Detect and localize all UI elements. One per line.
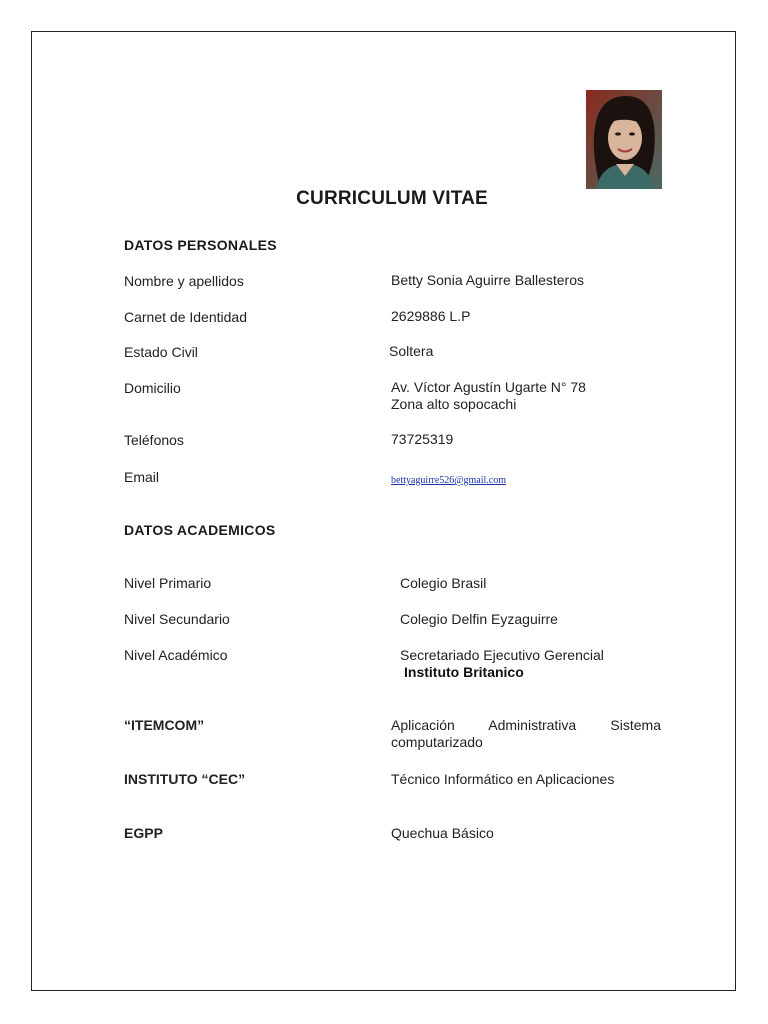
value-egpp: Quechua Básico xyxy=(391,825,494,841)
value-nivel-primario: Colegio Brasil xyxy=(400,575,487,591)
label-itemcom: “ITEMCOM” xyxy=(124,717,205,733)
value-nivel-secundario: Colegio Delfin Eyzaguirre xyxy=(400,611,558,627)
label-domicilio: Domicilio xyxy=(124,380,181,396)
value-cec: Técnico Informático en Aplicaciones xyxy=(391,771,615,787)
label-nombre: Nombre y apellidos xyxy=(124,273,244,289)
value-nombre: Betty Sonia Aguirre Ballesteros xyxy=(391,272,584,288)
value-nivel-academico xyxy=(400,647,604,681)
value-domicilio xyxy=(391,379,586,413)
section-heading-personal: DATOS PERSONALES xyxy=(124,237,277,253)
label-estado-civil: Estado Civil xyxy=(124,344,198,360)
label-nivel-secundario: Nivel Secundario xyxy=(124,611,230,627)
value-estado-civil: Soltera xyxy=(389,343,434,359)
value-domicilio-line2: Zona alto sopocachi xyxy=(391,396,517,412)
label-cec: INSTITUTO “CEC” xyxy=(124,771,246,787)
value-nivel-academico-line2: Instituto Britanico xyxy=(404,664,524,680)
document-title: CURRICULUM VITAE xyxy=(296,188,488,209)
label-telefonos: Teléfonos xyxy=(124,432,184,448)
label-egpp: EGPP xyxy=(124,825,163,841)
value-carnet: 2629886 L.P xyxy=(391,308,471,324)
profile-photo xyxy=(586,90,662,189)
section-heading-academic: DATOS ACADEMICOS xyxy=(124,522,276,538)
label-nivel-primario: Nivel Primario xyxy=(124,575,212,591)
label-carnet: Carnet de Identidad xyxy=(124,309,247,325)
email-link-wrap xyxy=(391,470,506,489)
value-telefonos: 73725319 xyxy=(391,431,454,447)
value-nivel-academico-line2-wrap xyxy=(400,664,604,681)
value-itemcom: Aplicación Administrativa Sistema computarizado xyxy=(391,717,661,750)
label-email: Email xyxy=(124,469,160,485)
value-nivel-academico-line1: Secretariado Ejecutivo Gerencial xyxy=(400,647,604,663)
profile-photo-image xyxy=(586,90,662,189)
value-domicilio-line1: Av. Víctor Agustín Ugarte N° 78 xyxy=(391,379,586,395)
email-link[interactable]: bettyaguirre526@gmail.com xyxy=(391,475,507,486)
label-nivel-academico: Nivel Académico xyxy=(124,647,228,663)
